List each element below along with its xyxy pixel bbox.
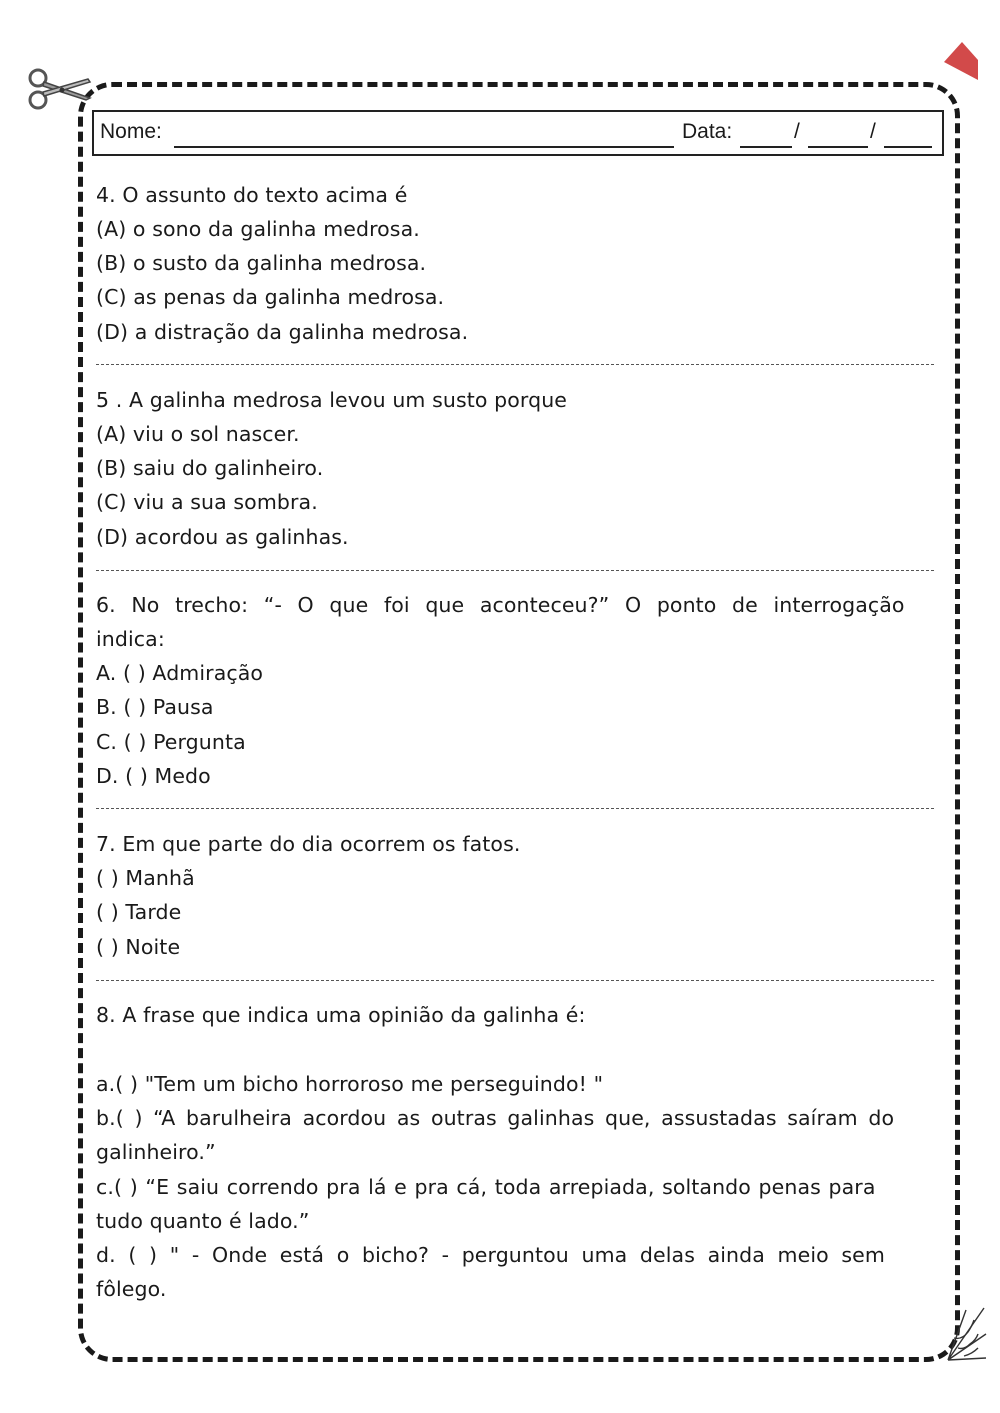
q4-option-a[interactable]: (A) o sono da galinha medrosa. [96,217,420,241]
q5-option-a[interactable]: (A) viu o sol nascer. [96,422,300,446]
data-label: Data: [682,120,733,143]
question-6-text-line1: 6. No trecho: “- O que foi que aconteceu?” O ponto de interrogação [96,593,905,617]
section-divider [96,364,934,365]
corner-flag-icon [940,40,980,90]
q8-option-d-line2: fôlego. [96,1277,167,1301]
q6-option-c[interactable]: C. ( ) Pergunta [96,730,246,754]
data-day-field[interactable] [740,146,792,148]
question-6-text-line2: indica: [96,627,165,651]
spider-web-icon [944,1304,988,1362]
q6-option-b[interactable]: B. ( ) Pausa [96,695,214,719]
question-7-text: 7. Em que parte do dia ocorrem os fatos. [96,832,521,856]
q4-option-b[interactable]: (B) o susto da galinha medrosa. [96,251,427,275]
q8-option-c-line1[interactable]: c.( ) “E saiu correndo pra lá e pra cá, toda arrepiada, soltando penas para [96,1175,876,1199]
q5-option-d[interactable]: (D) acordou as galinhas. [96,525,349,549]
q4-option-d[interactable]: (D) a distração da galinha medrosa. [96,320,469,344]
q5-option-b[interactable]: (B) saiu do galinheiro. [96,456,324,480]
q8-option-b-line1[interactable]: b.( ) “A barulheira acordou as outras galinhas que, assustadas saíram do [96,1106,895,1130]
question-8-text: 8. A frase que indica uma opinião da galinha é: [96,1003,586,1027]
data-month-field[interactable] [808,146,868,148]
q8-option-a[interactable]: a.( ) "Tem um bicho horroroso me perseguindo! " [96,1072,604,1096]
q7-option-manha[interactable]: ( ) Manhã [96,866,195,890]
q8-option-b-line2: galinheiro.” [96,1140,216,1164]
section-divider [96,980,934,981]
section-divider [96,570,934,571]
date-slash: / [870,120,876,143]
question-4-text: 4. O assunto do texto acima é [96,183,408,207]
name-date-header [92,110,944,156]
question-5-text: 5 . A galinha medrosa levou um susto porque [96,388,567,412]
q5-option-c[interactable]: (C) viu a sua sombra. [96,490,318,514]
nome-label: Nome: [100,120,162,143]
q7-option-noite[interactable]: ( ) Noite [96,935,181,959]
scissors-icon [26,64,96,114]
nome-field[interactable] [174,146,674,148]
q8-option-c-line2: tudo quanto é lado.” [96,1209,310,1233]
q4-option-c[interactable]: (C) as penas da galinha medrosa. [96,285,445,309]
q8-option-d-line1[interactable]: d. ( ) " - Onde está o bicho? - perguntou uma delas ainda meio sem [96,1243,885,1267]
section-divider [96,808,934,809]
q7-option-tarde[interactable]: ( ) Tarde [96,900,182,924]
q6-option-d[interactable]: D. ( ) Medo [96,764,211,788]
q6-option-a[interactable]: A. ( ) Admiração [96,661,264,685]
data-year-field[interactable] [884,146,932,148]
date-slash: / [794,120,800,143]
